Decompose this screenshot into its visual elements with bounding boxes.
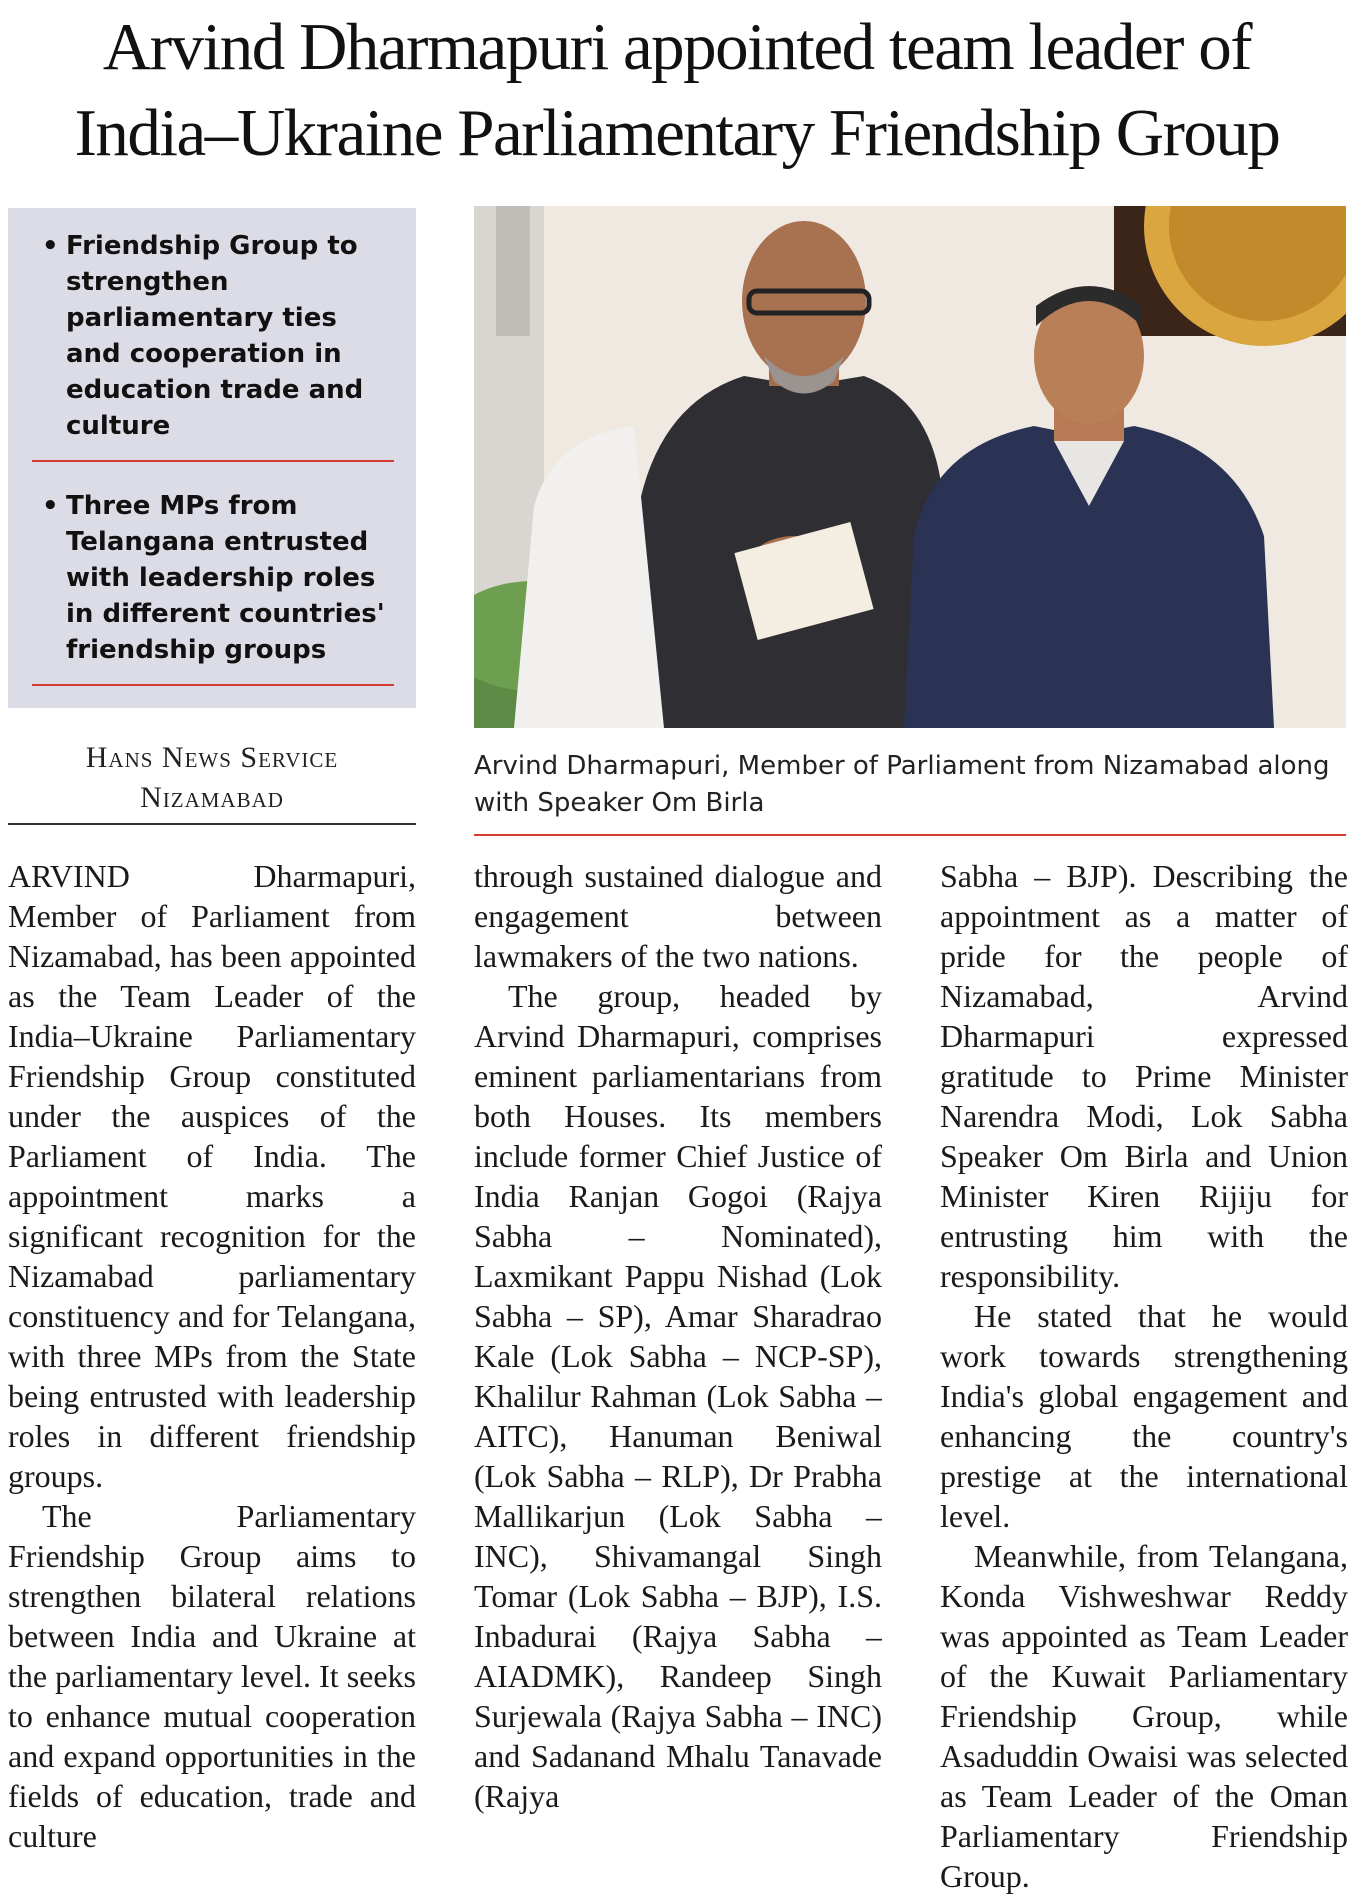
byline <box>8 738 416 818</box>
article-column-3 <box>940 856 1348 1894</box>
paragraph: Meanwhile, from Telangana, Konda Vishweshwar Reddy was appointed as Team Leader of the Kuwait Parliamentary Friendship Group, while Asaduddin Owaisi was selected as Team Leader of the Oman Parliamentary Friendship Group. <box>940 1538 1348 1894</box>
byline-place: Nizamabad <box>140 781 284 814</box>
headline-line-1: Arvind Dharmapuri appointed team leader of <box>102 10 1252 84</box>
highlight-item <box>32 228 394 462</box>
byline-service: Hans News Service <box>85 741 339 774</box>
paragraph: The Parliamentary Friendship Group aims to strengthen bilateral relations between India and Ukraine at the parliamentary level. It seeks to enhance mutual cooperation and expand opportunities in the fields of education, trade and culture <box>8 1498 416 1854</box>
bullet-icon: • <box>42 231 59 261</box>
highlight-text: Friendship Group to strengthen parliamentary ties and cooperation in education trade and culture <box>66 231 364 441</box>
paragraph: ARVIND Dharmapuri, Member of Parliament from Nizamabad, has been appointed as the Team Leader of the India–Ukraine Parliamentary Friendship Group constituted under the auspices of the Parliament of India. The appointment marks a significant recognition for the Nizamabad parliamentary constituency and for Telangana, with three MPs from the State being entrusted with leadership roles in different friendship groups. <box>8 858 416 1494</box>
paragraph: through sustained dialogue and engagement between lawmakers of the two nations. <box>474 858 882 974</box>
paragraph: Sabha – BJP). Describing the appointment as a matter of pride for the people of Nizamabad, Arvind Dharmapuri expressed gratitude to Prime Minister Narendra Modi, Lok Sabha Speaker Om Birla and Union Minister Kiren Rijiju for entrusting him with the responsibility. <box>940 858 1348 1294</box>
highlight-text: Three MPs from Telangana entrusted with leadership roles in different countries' friendship groups <box>66 491 385 665</box>
paragraph: The group, headed by Arvind Dharmapuri, comprises eminent parliamentarians from both Houses. Its members include former Chief Justice of India Ranjan Gogoi (Rajya Sabha – Nominated), Laxmikant Pappu Nishad (Lok Sabha – SP), Amar Sharadrao Kale (Lok Sabha – NCP-SP), Khalilur Rahman (Lok Sabha – AITC), Hanuman Beniwal (Lok Sabha – RLP), Dr Prabha Mallikarjun (Lok Sabha – INC), Shivamangal Singh Tomar (Lok Sabha – BJP), I.S. Inbadurai (Rajya Sabha – AIADMK), Randeep Singh Surjewala (Rajya Sabha – INC) and Sadanand Mhalu Tanavade (Rajya <box>474 978 882 1814</box>
caption-divider <box>474 834 1346 836</box>
photo-caption: Arvind Dharmapuri, Member of Parliament from Nizamabad along with Speaker Om Birla <box>474 751 1330 818</box>
highlights-box <box>8 208 416 708</box>
article-photo <box>474 206 1346 728</box>
photo-illustration <box>474 206 1346 728</box>
byline-divider <box>8 823 416 825</box>
paragraph: He stated that he would work towards strengthening India's global engagement and enhancing the country's prestige at the international level. <box>940 1298 1348 1534</box>
headline <box>0 4 1354 176</box>
article-column-2 <box>474 856 882 1894</box>
article-column-1 <box>8 856 416 1894</box>
highlight-item <box>32 488 394 686</box>
bullet-icon: • <box>42 491 59 521</box>
headline-line-2: India–Ukraine Parliamentary Friendship Group <box>74 96 1280 170</box>
